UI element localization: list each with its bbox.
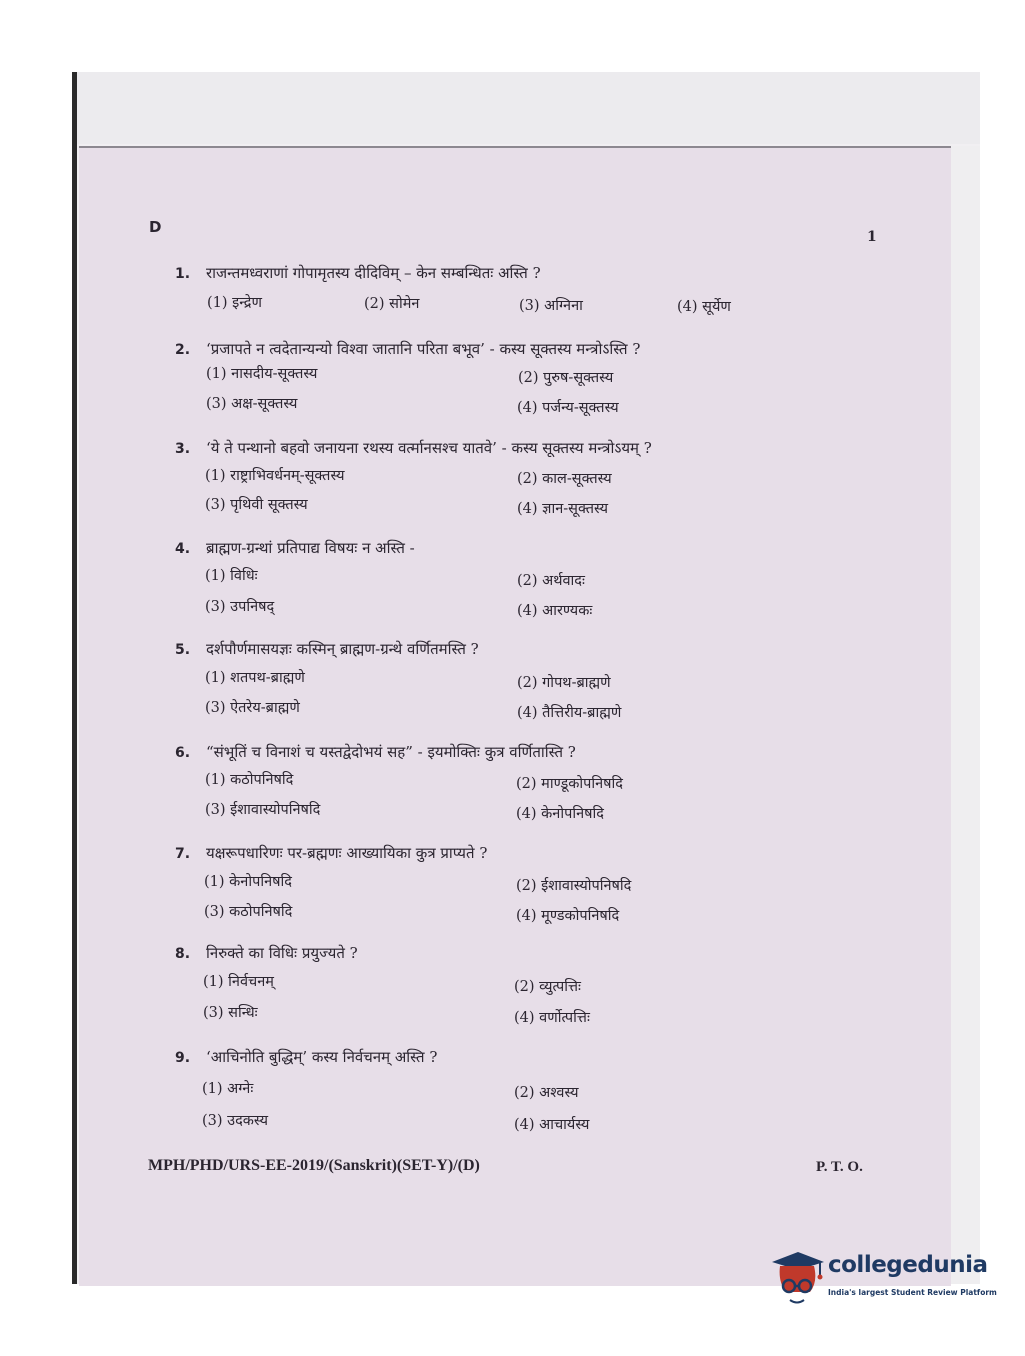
question-6 [175,741,855,764]
question-number: 7. [175,846,191,862]
scan-right-margin [951,146,980,1284]
question-text: ‘ये ते पन्थानो बहवो जनायना रथस्य वर्त्मानसश्च यातवे’ - कस्य सूक्तस्य मन्त्रोऽयम् ? [206,439,652,457]
question-7 [175,842,855,865]
option-1: (1) अग्नेः [202,1081,254,1097]
option-2: (2) पुरुष-सूक्तस्य [518,370,614,386]
question-number: 6. [175,745,191,761]
option-2: (2) अश्वस्य [514,1085,579,1101]
option-4: (4) केनोपनिषदि [516,806,604,822]
question-text: दर्शपौर्णमासयज्ञः कस्मिन् ब्राह्मण-ग्रन्थे वर्णितमस्ति ? [206,640,479,658]
option-3: (3) अक्ष-सूक्तस्य [206,396,298,412]
question-1 [175,262,855,285]
question-number: 9. [175,1050,191,1066]
question-number: 4. [175,541,191,557]
option-2: (2) माण्डूकोपनिषदि [516,776,623,792]
question-4 [175,537,855,560]
collegedunia-logo [768,1248,998,1312]
brand-name: collegedunia [828,1252,988,1278]
option-3: (3) उदकस्य [202,1113,268,1129]
option-4: (4) मूण्डकोपनिषदि [516,908,620,924]
question-number: 8. [175,946,191,962]
question-number: 3. [175,441,191,457]
option-2: (2) व्युत्पत्तिः [514,979,581,995]
option-4: (4) आरण्यकः [517,603,593,619]
option-2: (2) गोपथ-ब्राह्मणे [517,675,611,691]
scan-edge [72,72,77,1284]
brand-tagline: India's largest Student Review Platform [828,1288,997,1297]
question-text: राजन्तमध्वराणां गोपामृतस्य दीदिविम् – केन सम्बन्धितः अस्ति ? [206,264,541,282]
option-1: (1) विधिः [205,568,258,584]
question-number: 1. [175,266,191,282]
option-2: (2) अर्थवादः [517,573,585,589]
question-number: 5. [175,642,191,658]
paper-code: MPH/PHD/URS-EE-2019/(Sanskrit)(SET-Y)/(D) [148,1157,480,1174]
option-4: (4) सूर्येण [677,299,731,315]
option-4: (4) तैत्तिरीय-ब्राह्मणे [517,705,622,721]
question-text: निरुक्ते का विधिः प्रयुज्यते ? [206,944,358,962]
question-9 [175,1046,855,1069]
question-text: यक्षरूपधारिणः पर-ब्रह्मणः आख्यायिका कुत्र प्राप्यते ? [206,844,488,862]
option-4: (4) आचार्यस्य [514,1117,590,1133]
question-number: 2. [175,342,191,358]
option-3: (3) कठोपनिषदि [204,904,293,920]
question-text: ब्राह्मण-ग्रन्थां प्रतिपाद्य विषयः न अस्ति - [206,539,415,557]
option-3: (3) उपनिषद् [205,599,275,615]
option-1: (1) कठोपनिषदि [205,772,294,788]
question-3 [175,437,855,460]
page-number: 1 [867,229,877,245]
option-1: (1) नासदीय-सूक्तस्य [206,366,318,382]
option-3: (3) पृथिवी सूक्तस्य [205,497,308,513]
option-1: (1) शतपथ-ब्राह्मणे [205,670,305,686]
graduate-mascot-icon [768,1248,826,1312]
option-2: (2) सोमेन [364,296,420,312]
option-4: (4) ज्ञान-सूक्तस्य [517,501,609,517]
option-2: (2) काल-सूक्तस्य [517,471,612,487]
option-4: (4) वर्णोत्पत्तिः [514,1010,590,1026]
option-1: (1) इन्द्रेण [207,295,262,311]
scan-top-margin [77,72,980,144]
question-text: ‘प्रजापते न त्वदेतान्यन्यो विश्वा जातानि परिता बभूव’ - कस्य सूक्तस्य मन्त्रोऽस्ति ? [206,340,641,358]
option-1: (1) निर्वचनम् [203,974,274,990]
option-3: (3) ऐतरेय-ब्राह्मणे [205,700,300,716]
option-2: (2) ईशावास्योपनिषदि [516,878,632,894]
option-4: (4) पर्जन्य-सूक्तस्य [517,400,619,416]
question-8 [175,942,855,965]
question-text: “संभूतिं च विनाशं च यस्तद्वेदोभयं सह” - इयमोक्तिः कुत्र वर्णितास्ति ? [206,743,576,761]
set-letter: D [149,218,162,236]
question-2 [175,338,855,361]
option-1: (1) केनोपनिषदि [204,874,292,890]
option-1: (1) राष्ट्राभिवर्धनम्-सूक्तस्य [205,468,345,484]
option-3: (3) सन्धिः [203,1005,258,1021]
question-text: ‘आचिनोति बुद्धिम्’ कस्य निर्वचनम् अस्ति ? [206,1048,438,1066]
question-5 [175,638,855,661]
please-turn-over: P. T. O. [816,1159,863,1175]
option-3: (3) ईशावास्योपनिषदि [205,802,321,818]
option-3: (3) अग्निना [519,298,583,314]
